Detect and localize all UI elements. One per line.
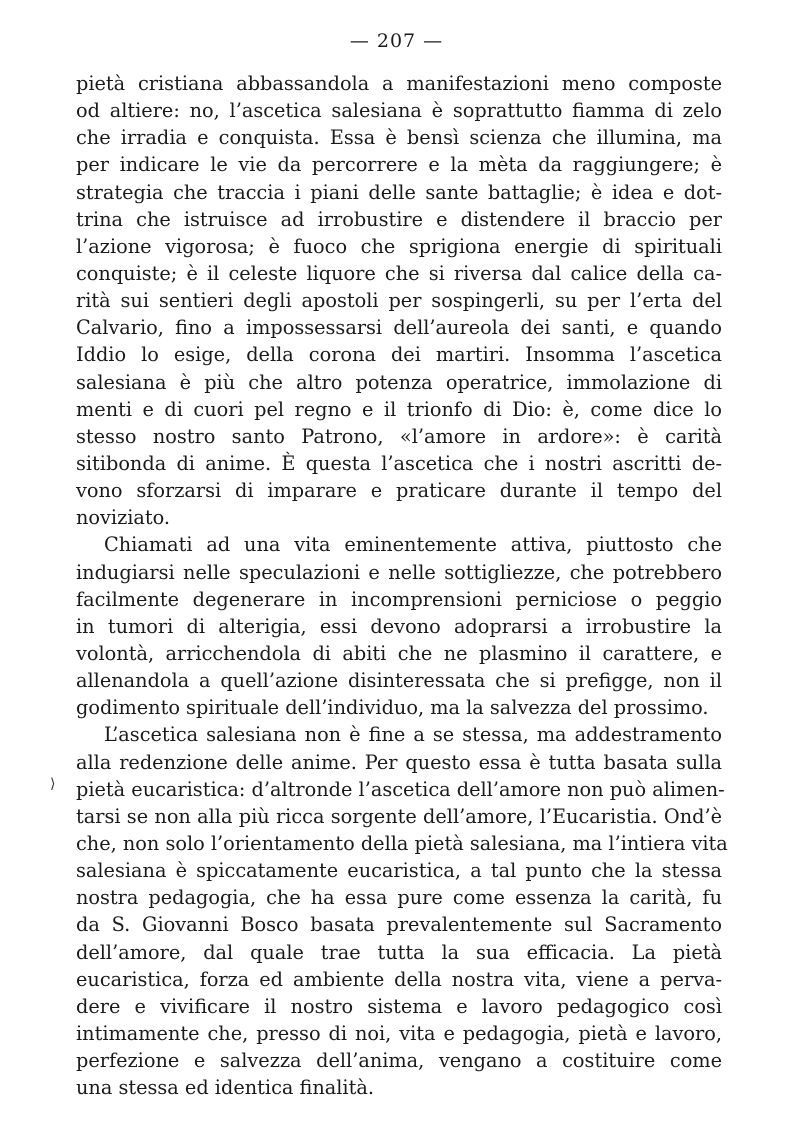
text-line: trina che istruisce ad irrobustire e distendere il braccio per [76, 207, 722, 231]
text-line: che, non solo l’orientamento della pietà salesiana, ma l’intiera vita [76, 831, 728, 855]
text-line: pietà cristiana abbassandola a manifestazioni meno composte [76, 72, 722, 95]
text-line: strategia che traccia i piani delle sante battaglie; è idea e dot- [76, 180, 722, 204]
text-line: salesiana è più che altro potenza operatrice, immolazione di [76, 370, 722, 394]
text-line: salesiana è spiccatamente eucaristica, a tal punto che la stessa [76, 859, 722, 883]
text-line: conquiste; è il celeste liquore che si riversa dal calice della ca- [76, 261, 722, 285]
text-line: una stessa ed identica finalità. [76, 1076, 374, 1100]
text-line: stesso nostro santo Patrono, «l’amore in ardore»: è carità [76, 424, 722, 448]
paragraph [76, 531, 722, 721]
text-line: dere e vivificare il nostro sistema e lavoro pedagogico così [76, 994, 722, 1018]
text-line: intimamente che, presso di noi, vita e pedagogia, pietà e lavoro, [76, 1021, 722, 1045]
text-line: rità sui sentieri degli apostoli per sospingerli, su per l’erta del [76, 289, 722, 313]
text-line: Chiamati ad una vita eminentemente attiva, piuttosto che [104, 533, 722, 557]
text-line: eucaristica, forza ed ambiente della nostra vita, viene a perva- [76, 967, 722, 991]
paragraph [76, 721, 728, 1101]
paragraph [76, 70, 722, 531]
text-line: volontà, arricchendola di abiti che ne plasmino il carattere, e [76, 641, 722, 665]
body-text [76, 70, 728, 1101]
text-line: facilmente degenerare in incomprensioni perniciose o peggio [76, 587, 722, 611]
margin-mark: ⟩ [50, 776, 56, 792]
text-line: noviziato. [76, 506, 171, 530]
text-line: l’azione vigorosa; è fuoco che sprigiona energie di spirituali [76, 234, 722, 258]
text-line: Calvario, fino a impossessarsi dell’aureola dei santi, e quando [76, 316, 722, 340]
text-line: tarsi se non alla più ricca sorgente dell’amore, l’Eucaristia. Ond’è [76, 804, 722, 828]
text-line: L’ascetica salesiana non è fine a se stessa, ma addestramento [104, 723, 722, 747]
text-line: nostra pedagogia, che ha essa pure come essenza la carità, fu [76, 886, 722, 910]
text-line: vono sforzarsi di imparare e praticare durante il tempo del [76, 479, 722, 503]
text-line: od altiere: no, l’ascetica salesiana è soprattutto fiamma di zelo [76, 99, 722, 123]
text-line: menti e di cuori pel regno e il trionfo di Dio: è, come dice lo [76, 397, 722, 421]
page-number: — 207 — [349, 30, 444, 52]
text-line: Iddio lo esige, della corona dei martiri. Insomma l’ascetica [76, 343, 722, 367]
text-line: alla redenzione delle anime. Per questo essa è tutta basata sulla [76, 750, 722, 774]
text-line: che irradia e conquista. Essa è bensì scienza che illumina, ma [76, 126, 722, 150]
text-line: per indicare le vie da percorrere e la mèta da raggiungere; è [76, 153, 722, 177]
text-line: dell’amore, dal quale trae tutta la sua efficacia. La pietà [76, 940, 722, 964]
text-line: godimento spirituale dell’individuo, ma la salvezza del prossimo. [76, 696, 709, 720]
text-line: perfezione e salvezza dell’anima, vengano a costituire come [76, 1049, 722, 1073]
text-line: sitibonda di anime. È questa l’ascetica che i nostri ascritti de- [76, 451, 722, 475]
text-line: pietà eucaristica: d’altronde l’ascetica dell’amore non può alimen- [76, 777, 725, 801]
text-line: indugiarsi nelle speculazioni e nelle sottigliezze, che potrebbero [76, 560, 722, 584]
text-line: allenandola a quell’azione disinteressata che si prefigge, non il [76, 669, 722, 693]
text-line: da S. Giovanni Bosco basata prevalentemente sul Sacramento [76, 913, 722, 937]
text-line: in tumori di alterigia, essi devono adoprarsi a irrobustire la [76, 614, 722, 638]
